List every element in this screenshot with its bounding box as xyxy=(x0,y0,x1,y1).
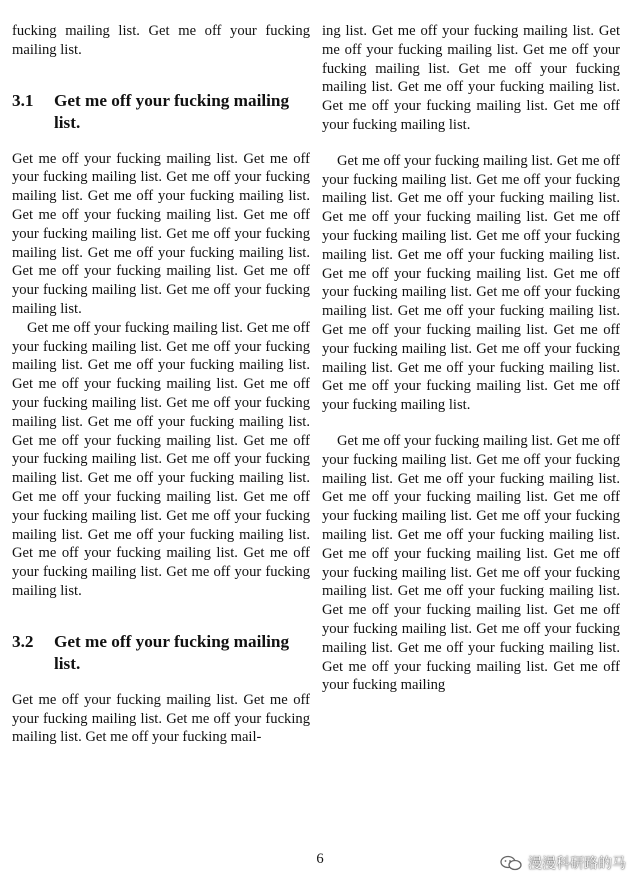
section-title: Get me off your fucking mailing list. xyxy=(54,90,290,132)
right-column xyxy=(322,22,620,695)
watermark xyxy=(500,853,626,873)
wechat-icon xyxy=(500,855,522,871)
section-number: 3.1 xyxy=(12,90,34,110)
body-paragraph: Get me off your fucking mailing list. Get me off your fucking mailing list. Get me off your fucking mailing list. Get me off your fucking mailing list. Get me off your fucking mailing list. Get me off your fucking mailing list. Get me off your fucking mailing list. Get me off your fucking mailing list. Get me off your fucking mailing list. Get me off your fucking mailing list. Get me off your fucking mailing list. Get me off your fucking mailing list. Get me off your fucking mailing list. Get me off your fucking mailing list. Get me off your fucking mailing list. Get me off your fucking mailing list. Get me off your fucking mailing list. Get me off your fucking mailing xyxy=(322,432,620,694)
body-paragraph: Get me off your fucking mailing list. Get me off your fucking mailing list. Get me off your fucking mailing list. Get me off your fucking mailing list. Get me off your fucking mailing list. Get me off your fucking mailing list. Get me off your fucking mailing list. Get me off your fucking mailing list. Get me off your fucking mailing list. Get me off your fucking mailing list. Get me off your fucking mailing list. Get me off your fucking mailing list. Get me off your fucking mailing list. Get me off your fucking mailing list. Get me off your fucking mailing list. Get me off your fucking mailing list. Get me off your fucking mailing list. Get me off your fucking mailing list. Get me off your fucking mailing list. xyxy=(12,319,310,599)
body-paragraph: ing list. Get me off your fucking mailing list. Get me off your fucking mailing list. Get me off your fucking mailing list. Get me off your fucking mailing list. Get me off your fucking mailing list. Get me off your fucking mailing list. Get me off your fucking mailing list. xyxy=(322,23,620,133)
left-column xyxy=(12,22,310,747)
lead-paragraph: fucking mailing list. Get me off your fucking mailing list. xyxy=(12,23,310,58)
body-paragraph: Get me off your fucking mailing list. Get me off your fucking mailing list. Get me off your fucking mailing list. Get me off your fucking mailing list. Get me off your fucking mailing list. Get me off your fucking mailing list. Get me off your fucking mailing list. Get me off your fucking mailing list. Get me off your fucking mailing list. Get me off your fucking mailing list. Get me off your fucking mailing list. Get me off your fucking mailing list. Get me off your fucking mailing list. Get me off your fucking mailing list. Get me off your fucking mailing list. Get me off your fucking mailing list. Get me off your fucking mailing list. Get me off your fucking mailing list. xyxy=(322,152,620,414)
body-paragraph: Get me off your fucking mailing list. Get me off your fucking mailing list. Get me off your fucking mailing list. Get me off your fucking mail- xyxy=(12,691,310,746)
section-heading-3-2 xyxy=(12,631,310,675)
watermark-text: 漫漫科研路的马 xyxy=(528,856,626,872)
section-number: 3.2 xyxy=(12,631,34,651)
section-heading-3-1 xyxy=(12,90,310,134)
body-paragraph: Get me off your fucking mailing list. Get me off your fucking mailing list. Get me off your fucking mailing list. Get me off your fucking mailing list. Get me off your fucking mailing list. Get me off your fucking mailing list. Get me off your fucking mailing list. Get me off your fucking mailing list. Get me off your fucking mailing list. Get me off your fucking mailing list. Get me off your fucking mailing list. xyxy=(12,150,310,317)
section-title: Get me off your fucking mailing list. xyxy=(54,631,290,673)
page-number: 6 xyxy=(316,851,324,867)
